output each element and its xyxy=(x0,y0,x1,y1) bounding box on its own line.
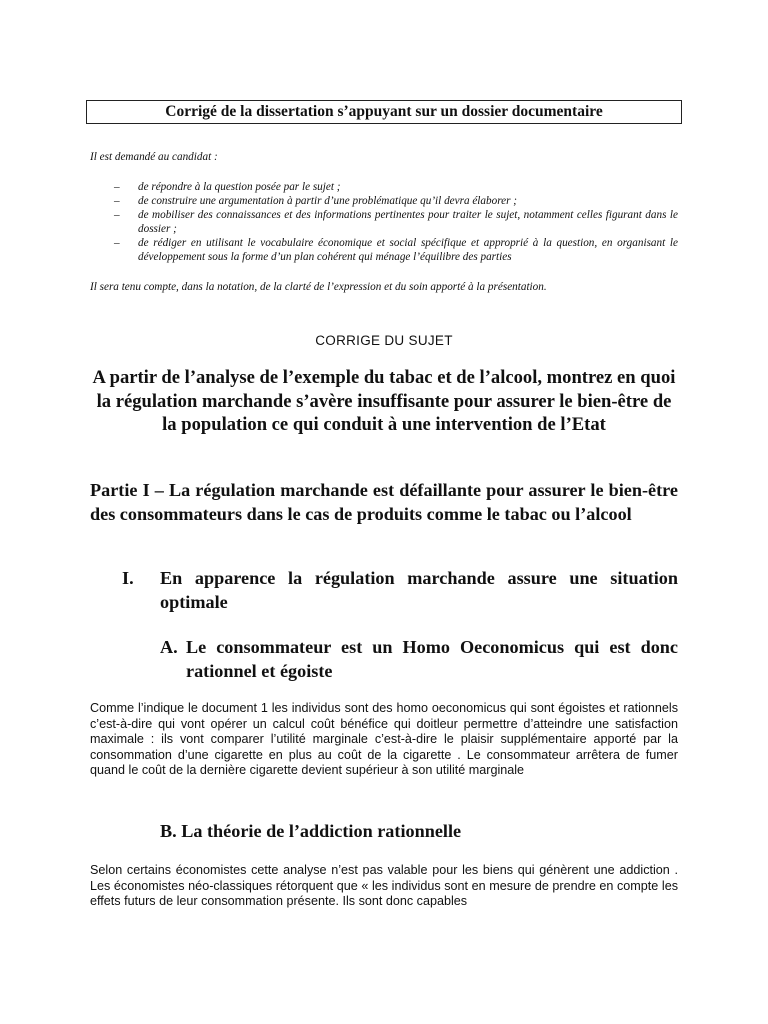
list-dash: – xyxy=(114,181,120,193)
instruction-text: de répondre à la question posée par le sujet ; xyxy=(138,181,341,193)
instruction-item xyxy=(90,208,678,236)
subsection-heading-B: B. La théorie de l’addiction rationnelle xyxy=(160,821,462,841)
instruction-item xyxy=(90,236,678,264)
instruction-item xyxy=(90,194,678,208)
part-one-title: Partie I – La régulation marchande est défaillante pour assurer le bien-être des consommateurs dans le cas de produits comme le tabac ou l’alcool xyxy=(90,480,678,524)
instruction-text: de construire une argumentation à partir d’une problématique qu’il devra élaborer ; xyxy=(138,195,517,207)
instructions-footer: Il sera tenu compte, dans la notation, de la clarté de l’expression et du soin apporté à la présentation. xyxy=(90,281,547,293)
subsection-heading-A xyxy=(160,636,678,683)
instruction-item xyxy=(90,180,678,194)
subsection-number: A. xyxy=(160,637,178,657)
section-number: I. xyxy=(122,568,134,588)
body-paragraph-1: Comme l’indique le document 1 les individus sont des homo oeconomicus qui sont égoistes et rationnels c’est-à-dire qui vont opérer un calcul coût bénéfice qui doitleur permettre d’atteindre une satisfaction maximale : ils vont comparer l’utilité marginale c’est-à-dire le plaisir supplémentaire apporté par la consommation d’une cigarette en plus au coût de la cigarette . Le consommateur arrêtera de fumer quand le coût de la dernière cigarette devient supérieur à son utilité marginale xyxy=(90,701,678,778)
body-paragraph-2: Selon certains économistes cette analyse n’est pas valable pour les biens qui génèrent une addiction . Les économistes néo-classiques rétorquent que « les individus sont en mesure de prendre en compte les effets futurs de leur consommation présente. Ils sont donc capables xyxy=(90,863,678,909)
instruction-text: de rédiger en utilisant le vocabulaire économique et social spécifique et approprié à la question, en organisant le développement sous la forme d’un plan cohérent qui ménage l’équilibre des parties xyxy=(138,237,678,263)
list-dash: – xyxy=(114,209,120,221)
list-dash: – xyxy=(114,237,120,249)
document-title-box: Corrigé de la dissertation s’appuyant sur un dossier documentaire xyxy=(86,100,682,124)
instructions-list xyxy=(90,180,678,264)
section-text: En apparence la régulation marchande assure une situation optimale xyxy=(160,568,678,612)
instruction-text: de mobiliser des connaissances et des informations pertinentes pour traiter le sujet, notamment celles figurant dans le dossier ; xyxy=(138,209,678,235)
subsection-text: Le consommateur est un Homo Oeconomicus qui est donc rationnel et égoiste xyxy=(186,637,678,681)
list-dash: – xyxy=(114,195,120,207)
section-heading-I xyxy=(122,567,678,614)
subject-title: A partir de l’analyse de l’exemple du tabac et de l’alcool, montrez en quoi la régulation marchande s’avère insuffisante pour assurer le bien-être de la population ce qui conduit à une intervention de l’Etat xyxy=(92,367,676,435)
corrige-heading: CORRIGE DU SUJET xyxy=(315,333,453,348)
instructions-intro: Il est demandé au candidat : xyxy=(90,151,218,163)
candidate-instructions xyxy=(90,150,678,294)
